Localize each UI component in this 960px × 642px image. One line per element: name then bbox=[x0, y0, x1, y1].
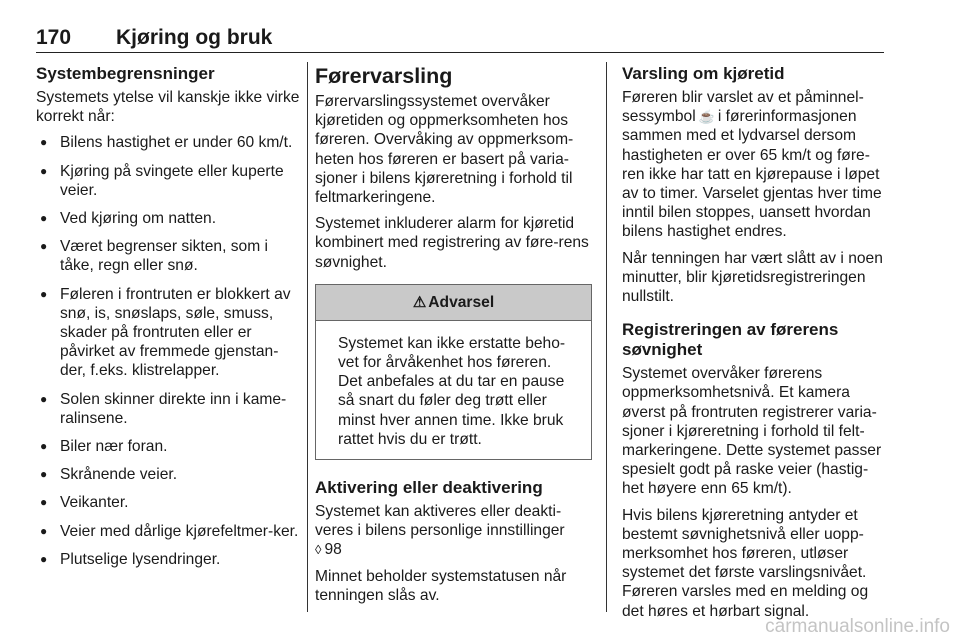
cross-reference-icon: ◊ bbox=[315, 542, 322, 558]
paragraph bbox=[315, 502, 592, 560]
warning-header bbox=[316, 285, 591, 321]
coffee-cup-icon: ☕ bbox=[698, 109, 715, 125]
column-driver-alert bbox=[315, 64, 592, 612]
column-driving-time bbox=[622, 64, 886, 628]
list-item: ● Kjøring på svingete eller kuperte veier. bbox=[36, 162, 300, 200]
section-heading: Varsling om kjøretid bbox=[622, 64, 785, 83]
list-item: ● Veier med dårlige kjørefeltmer-ker. bbox=[36, 522, 300, 541]
list-item: ● Skrånende veier. bbox=[36, 465, 300, 484]
paragraph: Når tenningen har vært slått av i noen minutter, blir kjøretidsregistreringen nullstilt. bbox=[622, 249, 883, 306]
list-item: ● Føleren i frontruten er blokkert av snø, is, snøslaps, søle, smuss, skader på frontruten eller er påvirket av fremmede gjenstan-der, f.eks. klistrelapper. bbox=[36, 285, 300, 381]
list-item: ● Veikanter. bbox=[36, 493, 300, 512]
paragraph-text: Systemet kan aktiveres eller deakti-veres i bilens personlige innstillinger bbox=[315, 503, 565, 540]
page-number: 170 bbox=[36, 26, 72, 49]
warning-icon: ⚠ bbox=[412, 293, 427, 311]
page-header bbox=[36, 26, 884, 53]
section-heading: Registreringen av førerens søvnighet bbox=[622, 320, 839, 360]
watermark: carmanualsonline.info bbox=[765, 616, 950, 637]
paragraph: Minnet beholder systemstatusen når tenningen slås av. bbox=[315, 567, 567, 604]
warning-title: Advarsel bbox=[428, 293, 495, 311]
chapter-title: Kjøring og bruk bbox=[116, 26, 273, 49]
column-system-limitations bbox=[36, 64, 300, 578]
paragraph bbox=[622, 88, 886, 242]
cross-reference-page[interactable]: 98 bbox=[324, 541, 342, 559]
list-item: ● Bilens hastighet er under 60 km/t. bbox=[36, 133, 300, 152]
section-heading: Systembegrensninger bbox=[36, 64, 215, 83]
intro-text: Systemets ytelse vil kanskje ikke virke korrekt når: bbox=[36, 89, 300, 126]
warning-text: Systemet kan ikke erstatte beho-vet for årvåkenhet hos føreren. Det anbefales at du tar en pause så snart du føler deg trøtt eller minst hver annen time. Ikke bruk rattet hvis du er trøtt. bbox=[338, 334, 566, 448]
list-item: ● Solen skinner direkte inn i kame-ralinsene. bbox=[36, 390, 300, 428]
list-item: ● Biler nær foran. bbox=[36, 437, 300, 456]
paragraph: Førervarslingssystemet overvåker kjøretiden og oppmerksomheten hos føreren. Overvåking av oppmerksom-heten hos føreren er basert på varia-sjoner i bilens kjøreretning i forhold til feltmarkeringene. bbox=[315, 93, 574, 207]
paragraph: Systemet overvåker førerens oppmerksomhetsnivå. Et kamera øverst på frontruten registrerer varia-sjoner i kjøreretning i forhold til felt-markeringene. Dette systemet passer spesielt godt på raske veier (hastig-het høyere enn 65 km/t). bbox=[622, 365, 882, 498]
paragraph: Hvis bilens kjøreretning antyder et bestemt søvnighetsnivå eller uopp-merksomhet hos føreren, utløser systemet det første varslingsnivået. Føreren varsles med en melding og det høres et hørbart signal. bbox=[622, 506, 869, 620]
limitations-list bbox=[36, 133, 300, 569]
column-divider bbox=[307, 62, 308, 612]
warning-body bbox=[316, 321, 591, 459]
warning-box bbox=[315, 284, 592, 460]
subsection-heading: Aktivering eller deaktivering bbox=[315, 478, 543, 498]
column-divider bbox=[606, 62, 607, 612]
list-item: ● Været begrenser sikten, som i tåke, regn eller snø. bbox=[36, 237, 300, 275]
section-heading: Førervarsling bbox=[315, 64, 453, 88]
list-item: ● Plutselige lysendringer. bbox=[36, 550, 300, 569]
paragraph-text: i førerinformasjonen sammen med et lydvarsel dersom hastigheten er over 65 km/t og føre-ren ikke har tatt en kjørepause i løpet av to timer. Varselet gjentas hver time inntil bilen stoppes, uansett hvordan bilens hastighet endres. bbox=[622, 108, 882, 241]
list-item: ● Ved kjøring om natten. bbox=[36, 209, 300, 228]
paragraph: Systemet inkluderer alarm for kjøretid kombinert med registrering av føre-rens søvnighet. bbox=[315, 215, 589, 271]
paragraph-text: Føreren blir varslet av et påminnel-sessymbol bbox=[622, 89, 864, 126]
